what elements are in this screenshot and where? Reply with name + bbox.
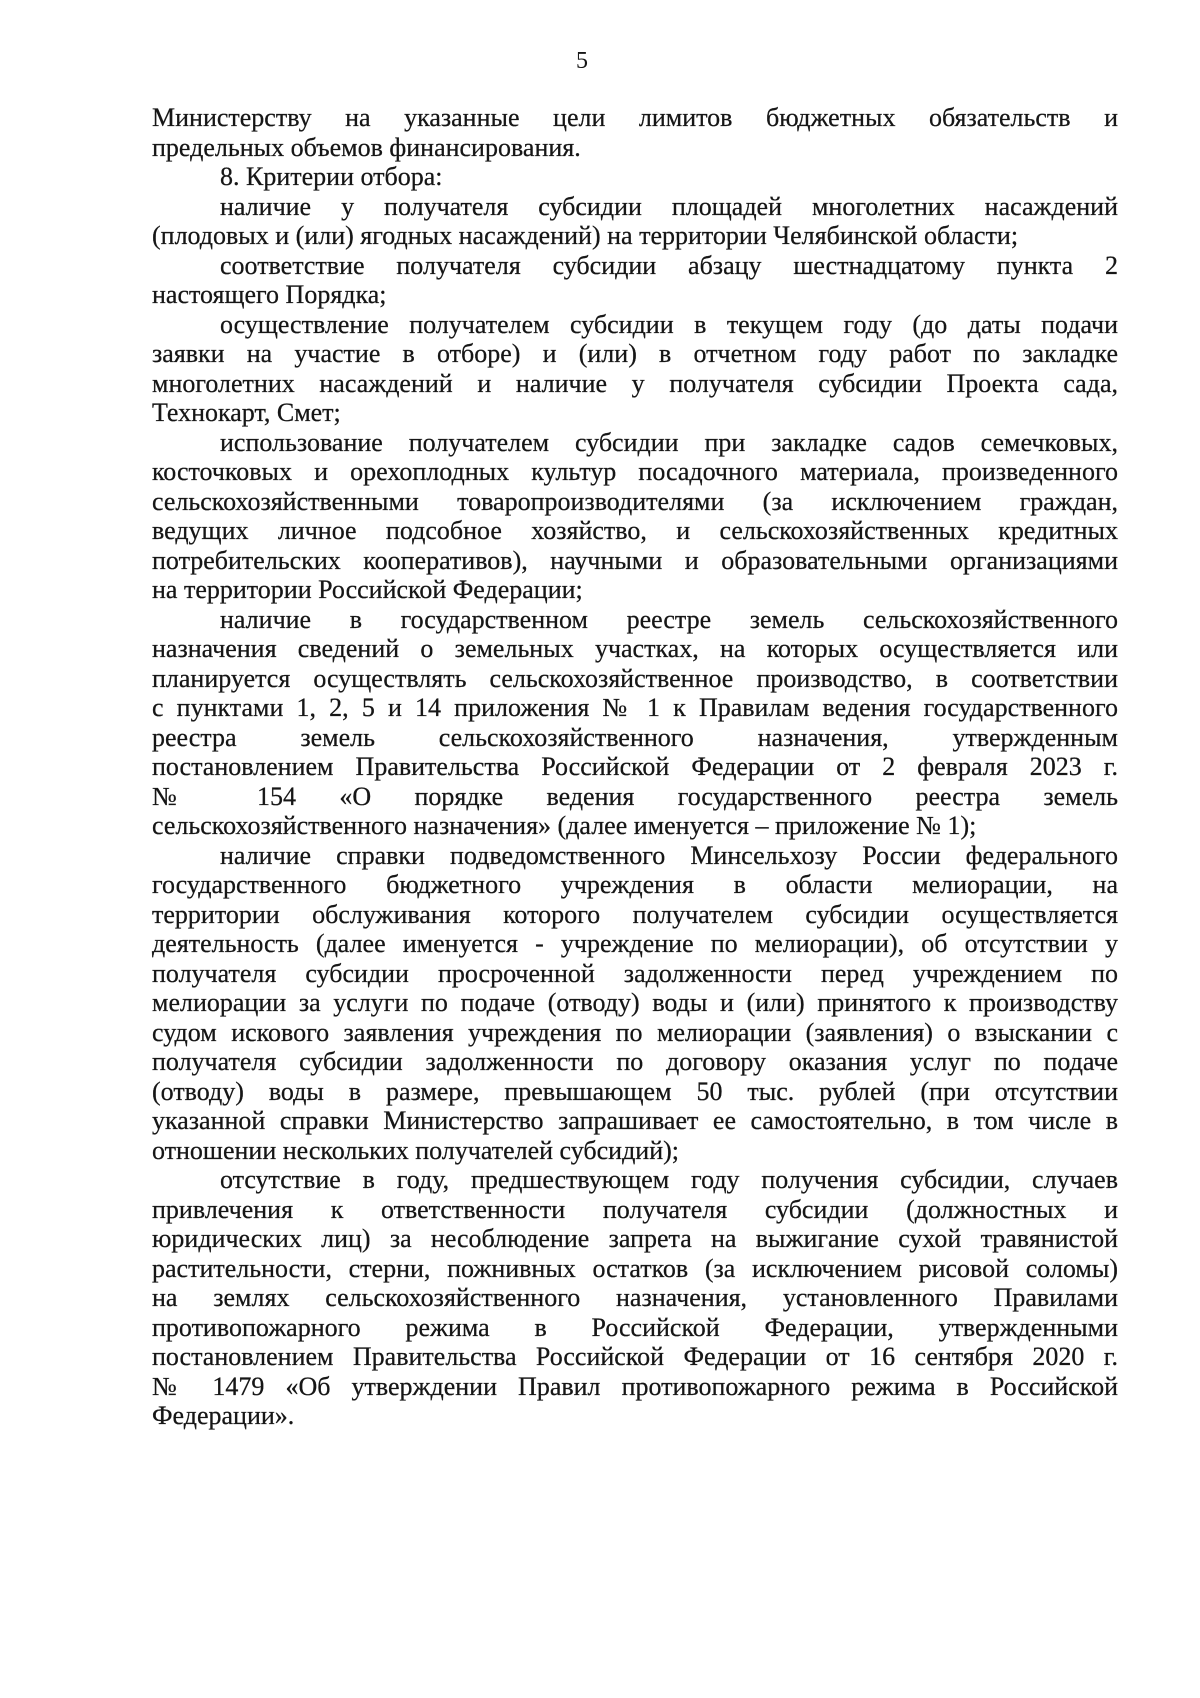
text-line: на землях сельскохозяйственного назначения, установленного Правилами <box>152 1283 1118 1312</box>
text-line: противопожарного режима в Российской Федерации, утвержденными <box>152 1312 1118 1342</box>
text-line: заявки на участие в отборе) и (или) в отчетном году работ по закладке <box>152 339 1118 368</box>
text-line: (отводу) воды в размере, превышающем 50 тыс. рублей (при отсутствии <box>152 1076 1118 1106</box>
text-line: ведущих личное подсобное хозяйство, и сельскохозяйственных кредитных <box>152 516 1118 545</box>
text-line: соответствие получателя субсидии абзацу шестнадцатому пункта 2 <box>220 250 1118 280</box>
text-line: планируется осуществлять сельскохозяйственное производство, в соответствии <box>152 663 1118 693</box>
text-line: деятельность (далее именуется - учреждение по мелиорации), об отсутствии у <box>152 929 1118 958</box>
text-line: косточковых и орехоплодных культур посадочного материала, произведенного <box>152 457 1118 486</box>
text-line: наличие справки подведомственного Минсельхозу России федерального <box>220 840 1118 870</box>
text-line: указанной справки Министерство запрашивает ее самостоятельно, в том числе в <box>152 1106 1118 1135</box>
paragraph <box>152 428 1118 605</box>
text-line: потребительских кооперативов), научными и образовательными организациями <box>152 545 1118 575</box>
text-line: Министерству на указанные цели лимитов бюджетных обязательств и <box>152 103 1118 132</box>
text-line: привлечения к ответственности получателя субсидии (должностных и <box>152 1194 1118 1224</box>
text-line: юридических лиц) за несоблюдение запрета на выжигание сухой травянистой <box>152 1224 1118 1253</box>
text-line: реестра земель сельскохозяйственного назначения, утвержденным <box>152 722 1118 752</box>
text-line: № 1479 «Об утверждении Правил противопожарного режима в Российской <box>152 1371 1118 1401</box>
paragraph <box>152 310 1118 428</box>
text-line: территории обслуживания которого получателем субсидии осуществляется <box>152 899 1118 929</box>
text-line: использование получателем субсидии при закладке садов семечковых, <box>220 427 1118 457</box>
text-line: постановлением Правительства Российской Федерации от 2 февраля 2023 г. <box>152 752 1118 781</box>
text-line: отношении нескольких получателей субсидий); <box>152 1135 680 1165</box>
text-line: сельскохозяйственного назначения» (далее именуется – приложение № 1); <box>152 811 977 840</box>
text-line: на территории Российской Федерации; <box>152 575 583 604</box>
page-number: 5 <box>576 48 588 74</box>
text-line: растительности, стерни, пожнивных остатков (за исключением рисовой соломы) <box>152 1253 1118 1283</box>
text-line: осуществление получателем субсидии в текущем году (до даты подачи <box>220 309 1118 339</box>
text-line: Федерации». <box>152 1401 295 1430</box>
text-line: № 154 «О порядке ведения государственного реестра земель <box>152 781 1118 811</box>
text-line: 8. Критерии отбора: <box>220 162 443 191</box>
document-body <box>152 103 1118 1431</box>
text-line: государственного бюджетного учреждения в области мелиорации, на <box>152 870 1118 899</box>
text-line: назначения сведений о земельных участках, на которых осуществляется или <box>152 634 1118 663</box>
text-line: многолетних насаждений и наличие у получателя субсидии Проекта сада, <box>152 368 1118 398</box>
text-line: судом искового заявления учреждения по мелиорации (заявления) о взыскании с <box>152 1017 1118 1047</box>
paragraph <box>152 1165 1118 1431</box>
paragraph <box>152 841 1118 1166</box>
text-line: получателя субсидии задолженности по договору оказания услуг по подаче <box>152 1047 1118 1076</box>
paragraph <box>152 162 1118 192</box>
text-line: настоящего Порядка; <box>152 280 387 309</box>
text-line: отсутствие в году, предшествующем году получения субсидии, случаев <box>220 1165 1118 1194</box>
text-line: наличие в государственном реестре земель сельскохозяйственного <box>220 604 1118 634</box>
text-line: сельскохозяйственными товаропроизводителями (за исключением граждан, <box>152 486 1118 516</box>
text-line: Технокарт, Смет; <box>152 398 341 427</box>
paragraph <box>152 251 1118 310</box>
paragraph <box>152 192 1118 251</box>
text-line: постановлением Правительства Российской Федерации от 16 сентября 2020 г. <box>152 1342 1118 1371</box>
paragraph <box>152 103 1118 162</box>
text-line: наличие у получателя субсидии площадей многолетних насаждений <box>220 191 1118 221</box>
text-line: мелиорации за услуги по подаче (отводу) воды и (или) принятого к производству <box>152 988 1118 1017</box>
text-line: (плодовых и (или) ягодных насаждений) на территории Челябинской области; <box>152 221 1019 250</box>
text-line: получателя субсидии просроченной задолженности перед учреждением по <box>152 958 1118 988</box>
text-line: с пунктами 1, 2, 5 и 14 приложения № 1 к Правилам ведения государственного <box>152 693 1118 722</box>
paragraph <box>152 605 1118 841</box>
text-line: предельных объемов финансирования. <box>152 132 581 162</box>
